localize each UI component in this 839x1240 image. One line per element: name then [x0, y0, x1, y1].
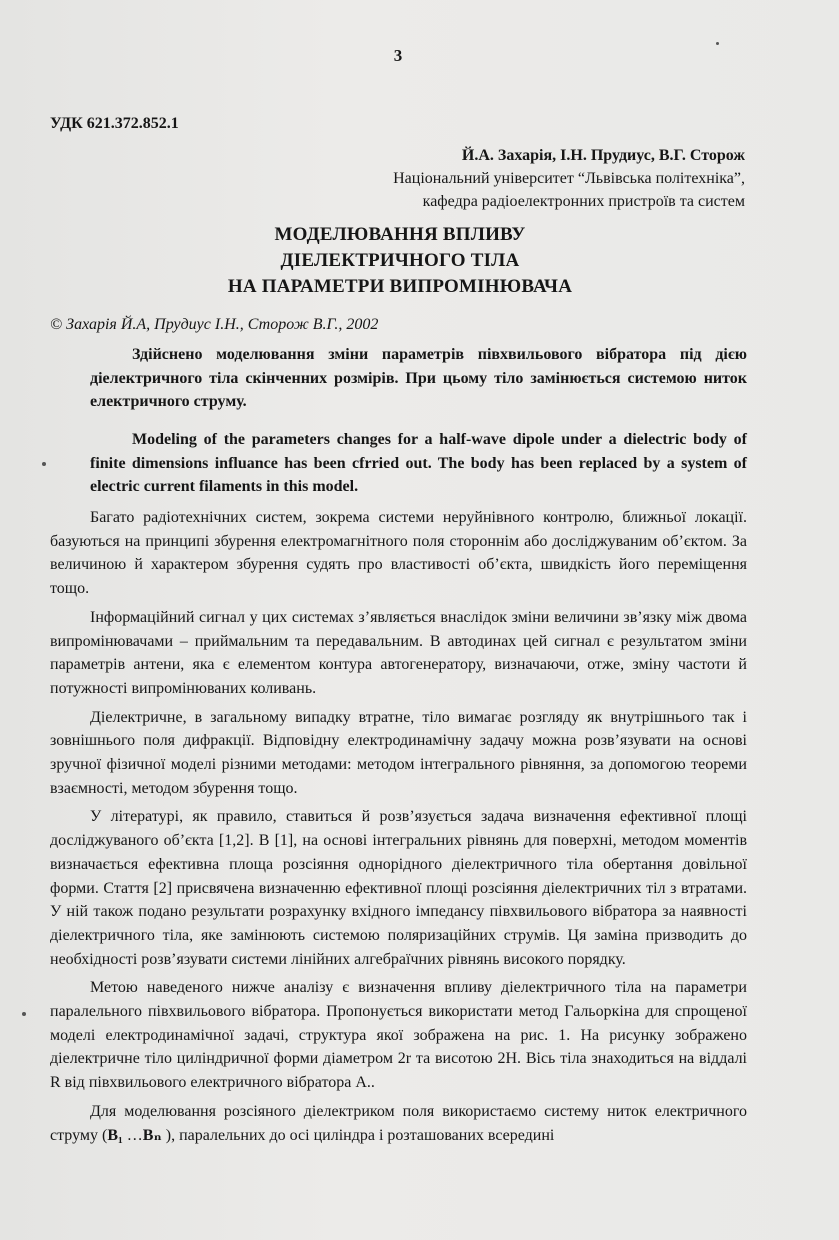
ellipsis: … [122, 1126, 143, 1144]
paragraph-text: ), паралельних до осі циліндра і розташованих всередині [161, 1126, 555, 1144]
body-paragraph-last [50, 1100, 747, 1147]
body-paragraph: Діелектричне, в загальному випадку втратне, тіло вимагає розгляду як внутрішнього так і зовнішнього поля дифракції. Відповідну електродинамічну задачу можна розв’язувати на основі зручної фізичної моделі різними методами: методом інтегрального рівняння, за допомогою теореми взаємності, методом збурення тощо. [50, 708, 747, 797]
filament-b1: B₁ [107, 1126, 123, 1144]
paper-title [180, 222, 620, 300]
author-affiliation [393, 144, 745, 213]
body-paragraph: У літературі, як правило, ставиться й розв’язується задача визначення ефективної площі досліджуваного об’єкта [1,2]. В [1], на основі інтегральних рівнянь для поверхні, методом моментів визначається ефективна площа розсіяння однорідного діелектричного тіла обертання довільної форми. Стаття [2] присвячена визначенню ефективної площі розсіяння діелектричних тіл з втратами. У ній також подано результати розрахунку вхідного імпедансу півхвильового вібратора за наявності діелектричного тіла, яке замінюють системою поляризаційних струмів. Ця заміна призводить до необхідності розв’язувати системи лінійних алгебраїчних рівнянь високого порядку. [50, 808, 747, 968]
paragraph-text: Для моделювання розсіяного діелектриком поля використаємо систему ниток електричного струму ( [50, 1102, 747, 1144]
abstract-ukrainian: Здійснено моделювання зміни параметрів півхвильового вібратора під дією діелектричного тіла скінченних розмірів. При цьому тіло замінюється системою ниток електричного струму. [90, 346, 747, 410]
body-paragraph: Багато радіотехнічних систем, зокрема системи неруйнівного контролю, ближньої локації. базуються на принципі збурення електромагнітного поля стороннім або досліджуваним об’єктом. За величиною й характером збурення судять про властивості об’єкта, швидкість його переміщення тощо. [50, 509, 747, 598]
udk-code: УДК 621.372.852.1 [50, 115, 179, 132]
scan-speck [42, 462, 46, 466]
filament-bn: Bₙ [142, 1126, 162, 1144]
page-number: 3 [393, 46, 403, 65]
title-line: ДІЕЛЕКТРИЧНОГО ТІЛА [280, 250, 520, 271]
title-line: НА ПАРАМЕТРИ ВИПРОМІНЮВАЧА [227, 276, 573, 297]
scan-speck [22, 1012, 26, 1016]
authors: Й.А. Захарія, І.Н. Прудиус, В.Г. Сторож [461, 147, 745, 164]
body-text [50, 506, 747, 1152]
body-paragraph: Інформаційний сигнал у цих системах з’являється внаслідок зміни величини зв’язку між двома випромінювачами – приймальним та передавальним. В автодинах цей сигнал є результатом зміни параметрів антени, яка є елементом контура автогенератору, визначаючи, отже, зміну частоти й потужності випромінюваних коливань. [50, 608, 747, 697]
affiliation-university: Національний університет “Львівська політехніка”, [393, 170, 745, 187]
body-paragraph: Метою наведеного нижче аналізу є визначення впливу діелектричного тіла на параметри паралельного півхвильового вібратора. Пропонується використати метод Гальоркіна для спрощеної моделі електродинамічної задачі, структура якої зображена на рис. 1. На рисунку зображено діелектричне тіло циліндричної форми діаметром 2r та висотою 2H. Вісь тіла знаходиться на віддалі R від півхвильового електричного вібратора A.. [50, 979, 747, 1092]
scan-speck [716, 42, 719, 45]
affiliation-department: кафедра радіоелектронних пристроїв та систем [422, 193, 745, 210]
abstract-english: Modeling of the parameters changes for a half-wave dipole under a dielectric body of finite dimensions influance has been cfrried out. The body has been replaced by a system of electric current filaments in this model. [90, 431, 747, 495]
copyright-line: © Захарія Й.А, Прудиус І.Н., Сторож В.Г., 2002 [50, 316, 379, 333]
title-line: МОДЕЛЮВАННЯ ВПЛИВУ [274, 224, 526, 245]
